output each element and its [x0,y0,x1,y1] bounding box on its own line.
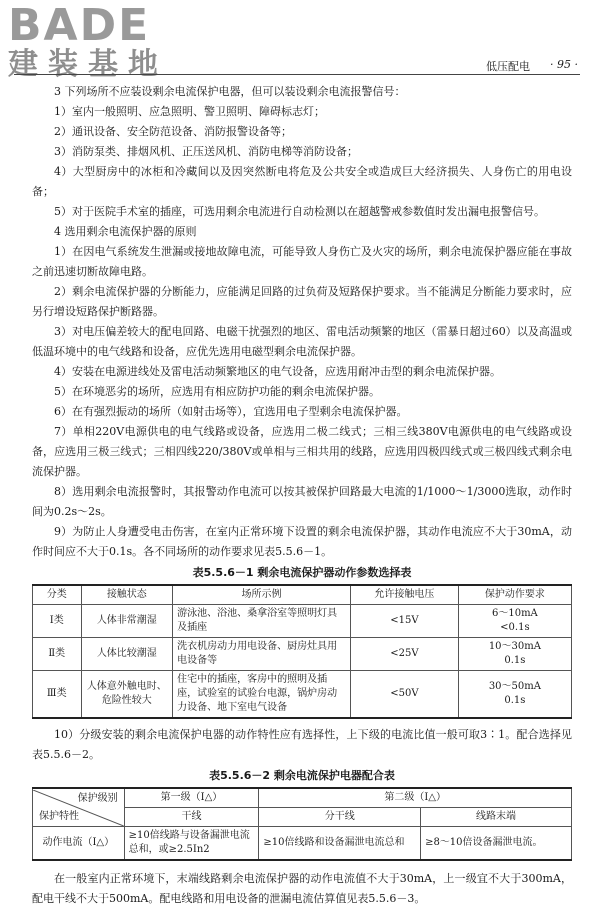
paragraph: 3 下列场所不应装设剩余电流保护电器，但可以装设剩余电流报警信号： [54,85,406,98]
table2-caption: 表5.5.6－2 剩余电流保护电器配合表 [209,769,395,782]
table1-header-cell: 场所示例 [173,585,351,605]
table1-cell-state: 人体比较潮湿 [81,638,173,671]
paragraph: 10）分级安装的剩余电流保护电器的动作特性应有选择性，上下级的电流比值一般可取3∶1。配合选择见表5.5.6－2。 [32,728,572,761]
table1-cell-requirement [458,671,571,719]
paragraph: 2）剩余电流保护器的分断能力，应能满足回路的过负荷及短路保护要求。当不能满足分断能力要求时，应另行增设短路保护断路器。 [32,285,572,318]
table1-req-time: 0.1s [504,655,526,666]
paragraph: 5）对于医院手术室的插座，可选用剩余电流进行自动检测以在超越警戒参数值时发出漏电报警信号。 [54,205,545,218]
table2-cell: ≥10倍线路与设备漏泄电流总和，或≥2.5In2 [124,827,259,861]
paragraph: 7）单相220V电源供电的电气线路或设备，应选用二极二线式；三相三线380V电源供电的电气线路或设备，应选用三极三线式；三相四线220/380V或单相与三相共用的线路，应选用四极四线式或三极四线式剩余电流保护器。 [32,425,572,478]
page-body [32,82,572,909]
table1-cell-class: Ⅲ类 [33,671,82,719]
table1-cell-example: 游泳池、浴池、桑拿浴室等照明灯具及插座 [173,605,351,638]
table2-sub-branch: 分干线 [259,808,421,827]
table1-cell-voltage: <15V [350,605,458,638]
paragraph: 3）对电压偏差较大的配电回路、电磁干扰强烈的地区、雷电活动频繁的地区（雷暴日超过60）以及高温或低温环境中的电气线路和设备，应优先选用电磁型剩余电流保护器。 [32,325,572,358]
table1-cell-class: Ⅱ类 [33,638,82,671]
table2-sub-trunk: 干线 [124,808,259,827]
table2-cell: ≥10倍线路和设备漏泄电流总和 [259,827,421,861]
table1-cell-example: 住宅中的插座，客房中的照明及插座，试验室的试验台电源，锅炉房动力设备、地下室电气设备 [173,671,351,719]
table1-cell-requirement [458,605,571,638]
table1-caption: 表5.5.6－1 剩余电流保护器动作参数选择表 [192,566,412,579]
table2-diag-bottom: 保护特性 [39,810,79,822]
table1-header-row [33,585,572,605]
section-title: 低压配电 [486,60,530,73]
table1-req-current: 6～10mA [491,608,538,619]
logo-text-bottom: 建装基地 [8,47,168,82]
table2-diagonal-cell [33,788,125,827]
table1-cell-requirement [458,638,571,671]
paragraph: 4）安装在电源进线处及雷电活动频繁地区的电气设备，应选用耐冲击型的剩余电流保护器。 [54,365,501,378]
table2-sub-end: 线路末端 [421,808,572,827]
paragraph: 1）在因电气系统发生泄漏或接地故障电流，可能导致人身伤亡及火灾的场所，剩余电流保护器应能在事故之前迅速切断故障电路。 [32,245,572,278]
table1-req-time: 0.1s [504,695,526,706]
page-number: · 95 · [550,58,578,71]
table1-cell-voltage: <50V [350,671,458,719]
table1-cell-class: Ⅰ类 [33,605,82,638]
table1-cell-voltage: <25V [350,638,458,671]
table2-level2: 第二级（I△） [259,788,572,808]
logo [8,0,168,82]
table1-cell-state: 人体意外触电时、危险性较大 [81,671,173,719]
table1-row [33,605,572,638]
table1-req-current: 10～30mA [488,641,541,652]
table1-row [33,671,572,719]
table1-req-current: 30～50mA [488,681,541,692]
table1-header-cell: 保护动作要求 [458,585,571,605]
table2-row-label: 动作电流（I△） [33,827,125,861]
table2-row [33,827,572,861]
logo-text-top: BADE [8,0,151,51]
table1-header-cell: 接触状态 [81,585,173,605]
paragraph: 8）选用剩余电流报警时，其报警动作电流可以按其被保护回路最大电流的1/1000～1/3000选取，动作时间为0.2s～2s。 [32,485,572,518]
paragraph: 2）通讯设备、安全防范设备、消防报警设备等； [54,125,292,138]
table2-diag-top: 保护级别 [77,792,118,804]
table1-row [33,638,572,671]
table1-cell-state: 人体非常潮湿 [81,605,173,638]
paragraph: 4）大型厨房中的冰柜和冷藏间以及因突然断电将危及公共安全或造成巨大经济损失、人身伤亡的用电设备； [32,165,572,198]
table2-header-row [33,788,572,808]
table2-level1: 第一级（I△） [124,788,259,808]
table1-header-cell: 允许接触电压 [350,585,458,605]
table1-header-cell: 分类 [33,585,82,605]
paragraph: 在一般室内正常环境下，末端线路剩余电流保护器的动作电流值不大于30mA，上一级宜不大于300mA，配电干线不大于500mA。配电线路和用电设备的泄漏电流估算值见表5.5.6－3。 [32,872,572,905]
paragraph: 5）在环境恶劣的场所，应选用有相应防护功能的剩余电流保护器。 [54,385,380,398]
paragraph: 1）室内一般照明、应急照明、警卫照明、障碍标志灯； [54,105,325,118]
table1 [32,584,572,719]
table1-cell-example: 洗衣机房动力用电设备、厨房灶具用电设备等 [173,638,351,671]
table2 [32,787,572,861]
paragraph: 4 选用剩余电流保护器的原则 [54,225,197,238]
table2-cell: ≥8～10倍设备漏泄电流。 [421,827,572,861]
paragraph: 9）为防止人身遭受电击伤害，在室内正常环境下设置的剩余电流保护器，其动作电流应不大于30mA，动作时间应不大于0.1s。各不同场所的动作要求见表5.5.6－1。 [32,525,572,558]
table1-req-time: <0.1s [500,622,530,633]
paragraph: 6）在有强烈振动的场所（如射击场等），宜选用电子型剩余电流保护器。 [54,405,408,418]
header-rule [14,74,580,75]
paragraph: 3）消防泵类、排烟风机、正压送风机、消防电梯等消防设备； [54,145,358,158]
